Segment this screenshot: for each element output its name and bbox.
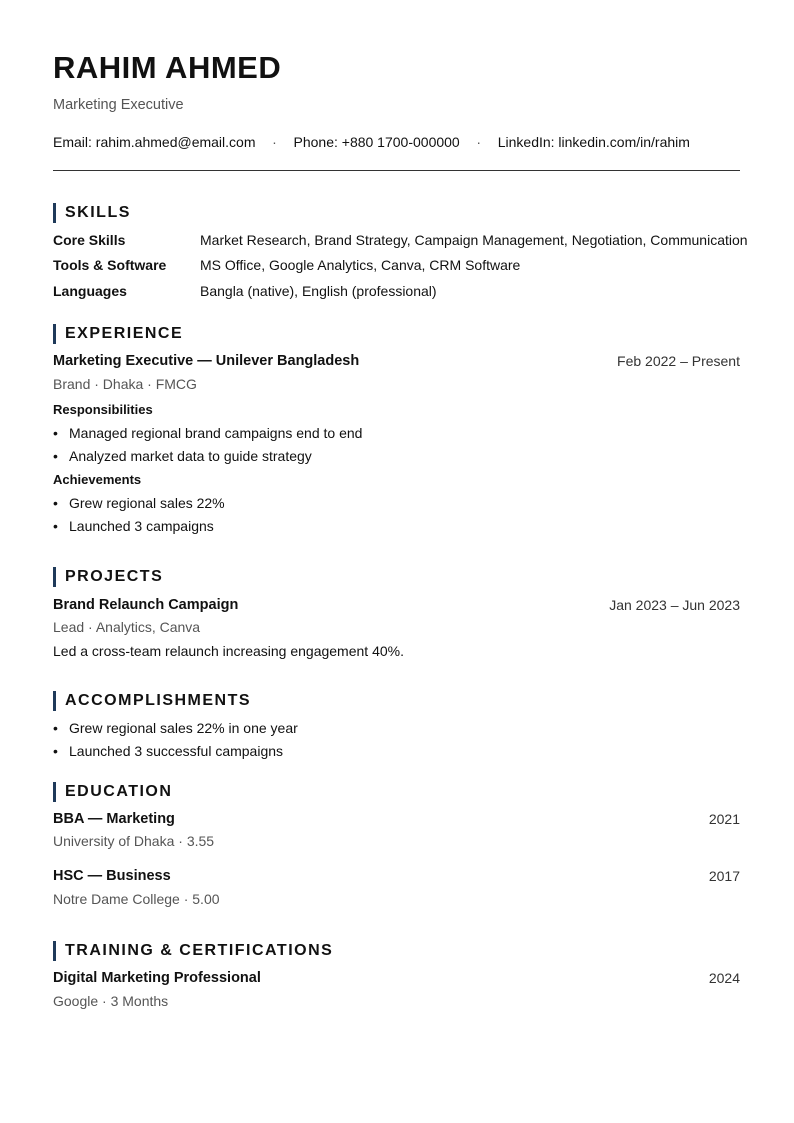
skill-label: Tools & Software (53, 257, 167, 273)
list-item (53, 742, 283, 760)
degree-title: BBA — Marketing (53, 811, 175, 827)
project-dates: Jan 2023 – Jun 2023 (609, 597, 740, 613)
bullet-icon: • (53, 518, 58, 534)
section-heading-education: EDUCATION (53, 782, 172, 802)
list-item (53, 719, 298, 737)
achievements-heading: Achievements (53, 472, 142, 487)
bullet-icon: • (53, 495, 58, 511)
section-heading-projects: PROJECTS (53, 567, 163, 587)
contact-phone: Phone: +880 1700-000000 (293, 134, 460, 150)
skill-value: Bangla (native), English (professional) (200, 283, 437, 299)
skill-value: MS Office, Google Analytics, Canva, CRM Software (200, 257, 521, 273)
list-item-text: Grew regional sales 22% in one year (69, 720, 298, 736)
list-item (53, 517, 214, 535)
section-heading-training: TRAINING & CERTIFICATIONS (53, 941, 333, 961)
skill-label: Languages (53, 283, 127, 299)
list-item-text: Analyzed market data to guide strategy (69, 448, 312, 464)
contact-email: Email: rahim.ahmed@email.com (53, 134, 256, 150)
job-title: Marketing Executive — Unilever Bangladesh (53, 353, 360, 369)
certification-title: Digital Marketing Professional (53, 970, 261, 986)
degree-meta: Notre Dame College · 5.00 (53, 891, 220, 907)
skill-label: Core Skills (53, 232, 126, 248)
degree-year: 2017 (708, 868, 740, 884)
candidate-name: RAHIM AHMED (53, 50, 282, 85)
project-meta: Lead · Analytics, Canva (53, 619, 201, 635)
contact-separator: · (476, 134, 482, 150)
responsibilities-heading: Responsibilities (53, 402, 153, 417)
section-heading-accomplishments: ACCOMPLISHMENTS (53, 691, 251, 711)
job-dates: Feb 2022 – Present (617, 353, 740, 369)
degree-meta: University of Dhaka · 3.55 (53, 833, 215, 849)
list-item (53, 424, 362, 442)
degree-title: HSC — Business (53, 868, 171, 884)
list-item (53, 447, 312, 465)
project-title: Brand Relaunch Campaign (53, 597, 239, 613)
contact-separator: · (272, 134, 277, 150)
list-item-text: Launched 3 successful campaigns (69, 743, 284, 759)
job-meta: Brand · Dhaka · FMCG (53, 376, 197, 392)
degree-year: 2021 (708, 811, 740, 827)
section-heading-skills: SKILLS (53, 203, 131, 223)
candidate-title: Marketing Executive (53, 97, 184, 113)
header-divider (53, 170, 740, 171)
bullet-icon: • (53, 720, 58, 736)
list-item-text: Launched 3 campaigns (69, 518, 214, 534)
bullet-icon: • (53, 425, 58, 441)
bullet-icon: • (53, 448, 58, 464)
list-item-text: Managed regional brand campaigns end to end (69, 425, 363, 441)
project-description: Led a cross-team relaunch increasing engagement 40%. (53, 643, 404, 659)
contact-linkedin: LinkedIn: linkedin.com/in/rahim (497, 134, 690, 150)
certification-year: 2024 (708, 970, 740, 986)
skill-value: Market Research, Brand Strategy, Campaign Management, Negotiation, Communication (200, 232, 748, 248)
contact-line (53, 133, 690, 151)
bullet-icon: • (53, 743, 58, 759)
certification-meta: Google · 3 Months (53, 993, 169, 1009)
list-item-text: Grew regional sales 22% (69, 495, 225, 511)
list-item (53, 494, 225, 512)
section-heading-experience: EXPERIENCE (53, 324, 183, 344)
